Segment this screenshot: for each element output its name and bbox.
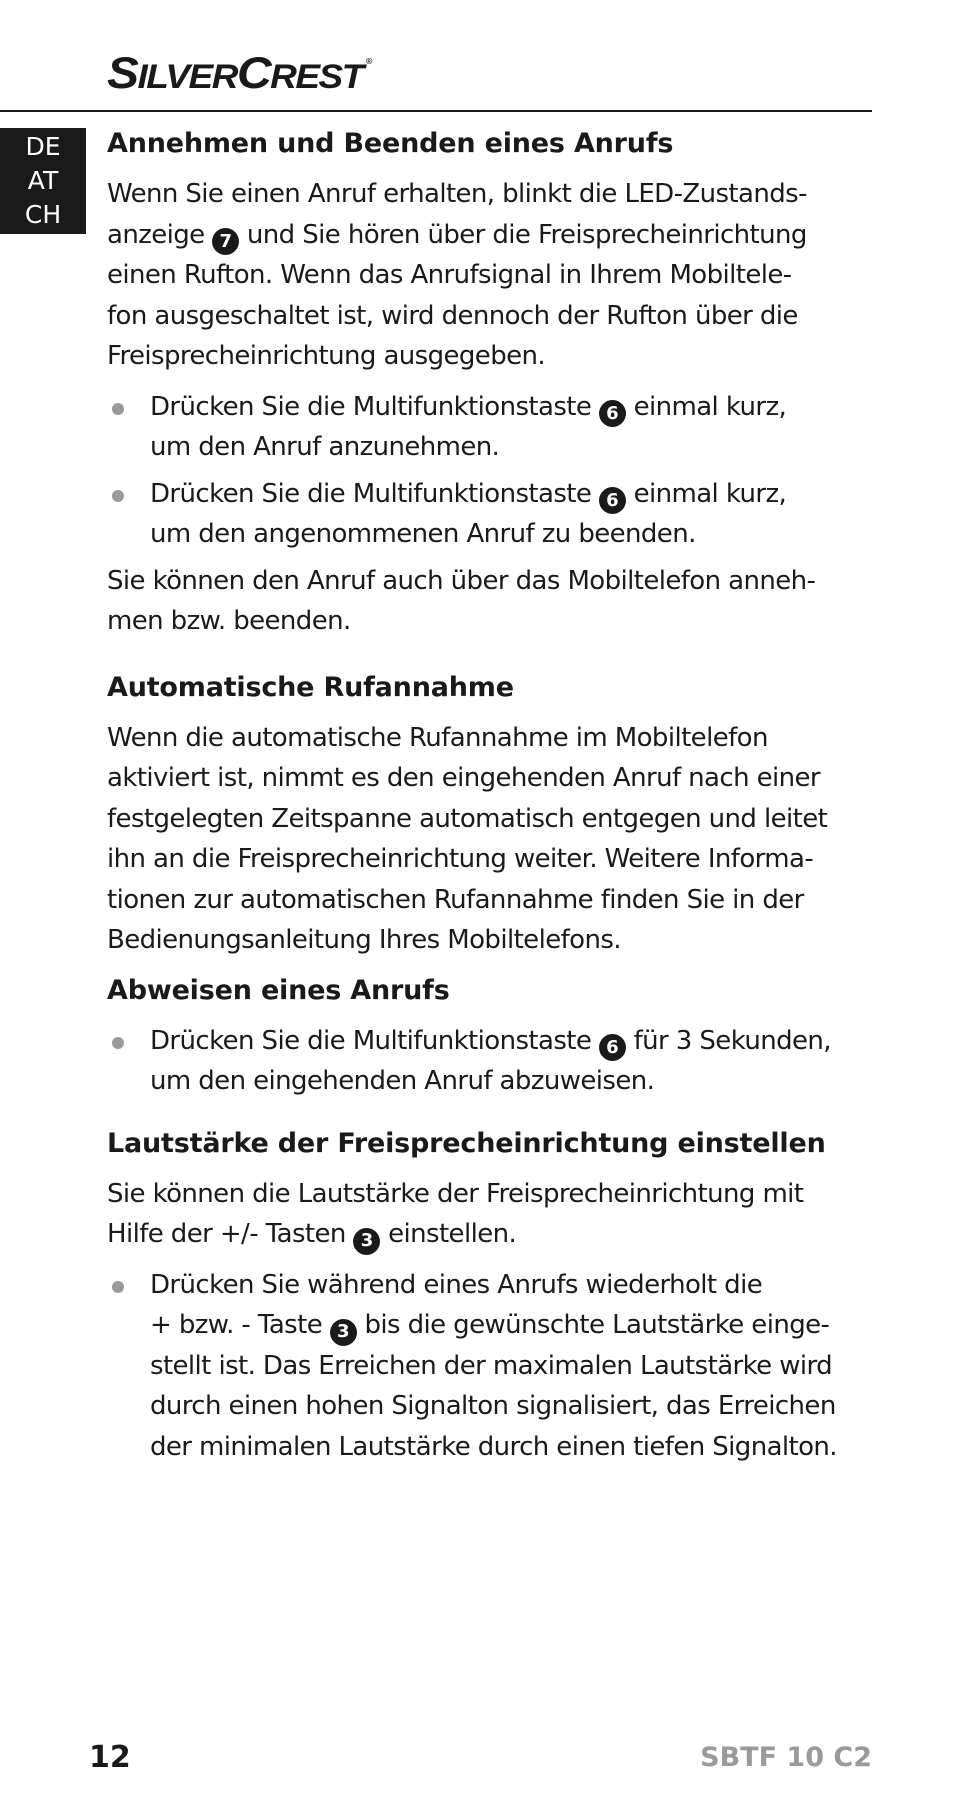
text-line: Bedienungsanleitung Ihres Mobiltelefons. bbox=[107, 925, 621, 955]
language-tab bbox=[0, 128, 86, 234]
header-rule bbox=[0, 110, 872, 112]
heading-auto-answer: Automatische Rufannahme bbox=[107, 671, 514, 703]
text-line: fon ausgeschaltet ist, wird dennoch der Rufton über die bbox=[107, 300, 798, 331]
ref-3-icon: 3 bbox=[353, 1228, 380, 1255]
bullet-icon bbox=[112, 1037, 124, 1049]
text-line: anzeige 7 und Sie hören über die Freisprecheinrichtung bbox=[107, 215, 859, 256]
ref-3-icon: 3 bbox=[330, 1319, 357, 1346]
volume-intro bbox=[107, 1174, 859, 1255]
text-line: ihn an die Freisprecheinrichtung weiter. Weitere Informa- bbox=[107, 844, 814, 874]
text-line: einen Rufton. Wenn das Anrufsignal in Ihrem Mobiltele- bbox=[107, 260, 792, 290]
answer-outro bbox=[107, 561, 859, 642]
list-item: Drücken Sie die Multifunktionstaste 6 für 3 Sekunden, um den eingehenden Anruf abzuweisen. bbox=[107, 1021, 859, 1102]
auto-answer-text bbox=[107, 718, 859, 961]
text-line: Hilfe der +/- Tasten 3 einstellen. bbox=[107, 1214, 859, 1255]
heading-volume: Lautstärke der Freisprecheinrichtung einstellen bbox=[107, 1127, 826, 1159]
ref-6-icon: 6 bbox=[599, 1034, 626, 1061]
silvercrest-logo: SILVERCREST ® bbox=[107, 49, 371, 98]
page-content bbox=[107, 124, 859, 1473]
text-line: Freisprecheinrichtung ausgegeben. bbox=[107, 341, 546, 371]
text-line: men bzw. beenden. bbox=[107, 606, 351, 636]
lang-at: AT bbox=[27, 166, 59, 195]
page-number: 12 bbox=[89, 1740, 131, 1775]
list-item: Drücken Sie die Multifunktionstaste 6 einmal kurz, um den angenommenen Anruf zu beenden. bbox=[107, 474, 859, 555]
list-item: Drücken Sie die Multifunktionstaste 6 einmal kurz, um den Anruf anzunehmen. bbox=[107, 387, 859, 468]
text-line: festgelegten Zeitspanne automatisch entgegen und leitet bbox=[107, 803, 828, 834]
bullet-icon bbox=[112, 403, 124, 415]
text-line: Wenn die automatische Rufannahme im Mobiltelefon bbox=[107, 722, 768, 753]
ref-6-icon: 6 bbox=[599, 400, 626, 427]
heading-answer-call: Annehmen und Beenden eines Anrufs bbox=[107, 128, 674, 159]
text-line: Wenn Sie einen Anruf erhalten, blinkt die LED-Zustands- bbox=[107, 179, 807, 209]
ref-6-icon: 6 bbox=[599, 487, 626, 514]
text-line: tionen zur automatischen Rufannahme finden Sie in der bbox=[107, 884, 804, 915]
answer-intro bbox=[107, 174, 859, 377]
answer-steps bbox=[107, 387, 859, 555]
lang-ch: CH bbox=[24, 200, 62, 229]
lang-de: DE bbox=[25, 132, 61, 161]
list-item: Drücken Sie während eines Anrufs wiederholt die + bzw. - Taste 3 bis die gewünschte Lautstärke einge- stellt ist. Das Erreichen der maximalen Lautstärke wird durch einen hohen Signalton signalisiert, das Erreichen der minimalen Lautstärke durch einen tiefen Signalton. bbox=[107, 1265, 859, 1468]
text-line: Sie können den Anruf auch über das Mobiltelefon anneh- bbox=[107, 565, 816, 596]
ref-7-icon: 7 bbox=[212, 228, 239, 255]
bullet-icon bbox=[112, 490, 124, 502]
bullet-icon bbox=[112, 1281, 124, 1293]
reject-steps bbox=[107, 1021, 859, 1102]
volume-steps bbox=[107, 1265, 859, 1468]
text-line: aktiviert ist, nimmt es den eingehenden Anruf nach einer bbox=[107, 763, 820, 793]
model-number: SBTF 10 C2 bbox=[700, 1742, 872, 1773]
heading-reject-call: Abweisen eines Anrufs bbox=[107, 974, 450, 1006]
text-line: Sie können die Lautstärke der Freisprecheinrichtung mit bbox=[107, 1178, 804, 1209]
